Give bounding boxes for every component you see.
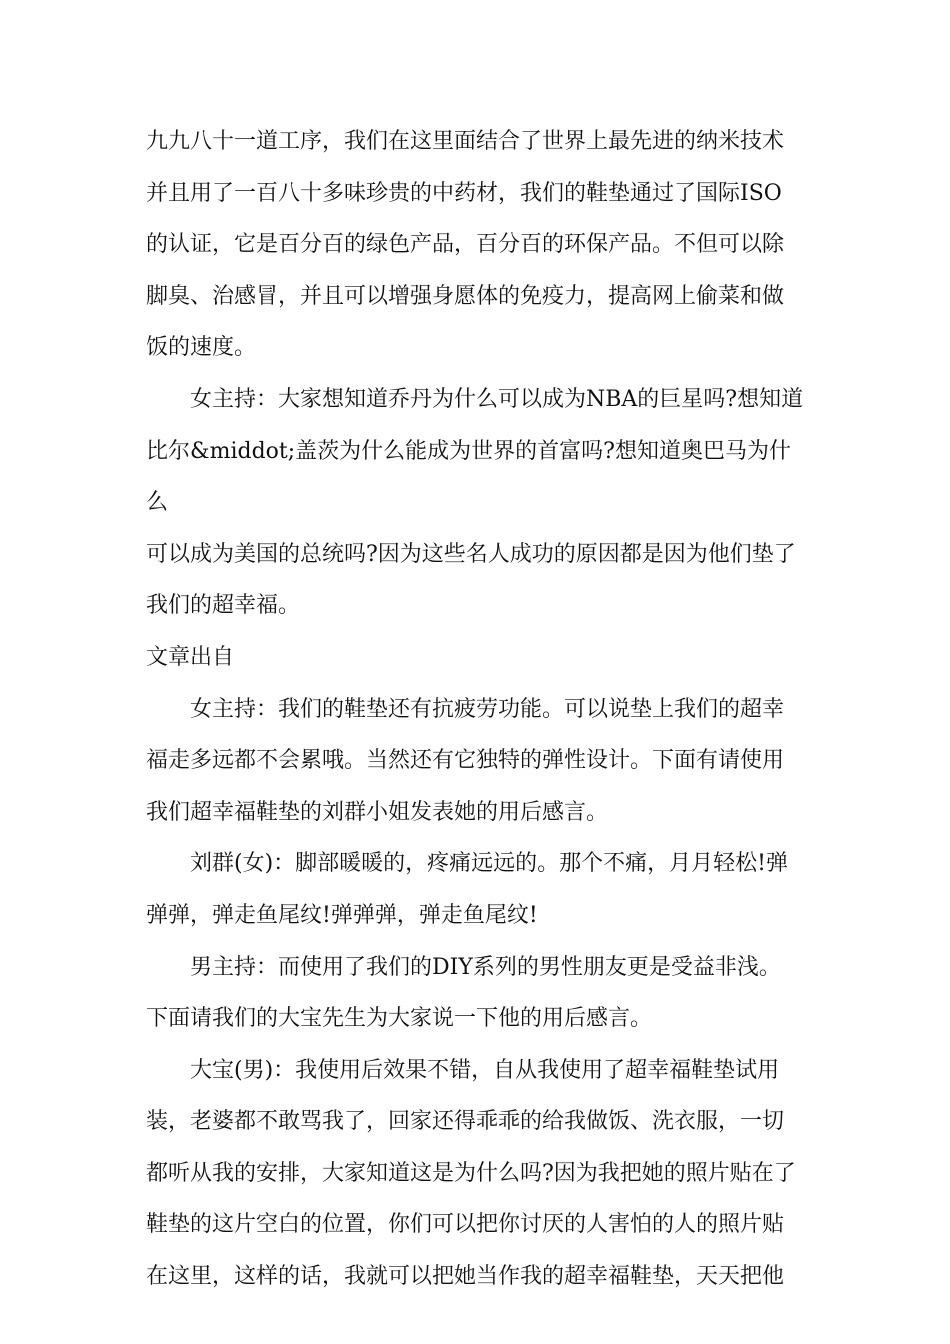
text-line: 福走多远都不会累哦。当然还有它独特的弹性设计。下面有请使用 — [146, 748, 785, 774]
text-line: 女主持：大家想知道乔丹为什么可以成为NBA的巨星吗?想知道 — [190, 386, 804, 412]
text-line: 女主持：我们的鞋垫还有抗疲劳功能。可以说垫上我们的超幸 — [190, 696, 785, 722]
paragraph-source-note — [146, 632, 806, 684]
text-line: 下面请我们的大宝先生为大家说一下他的用后感言。 — [146, 1006, 653, 1032]
paragraph-female-host-2 — [146, 684, 806, 839]
paragraph-dabao — [146, 1045, 806, 1303]
paragraph-liuqun — [146, 838, 806, 941]
text-line: 可以成为美国的总统吗?因为这些名人成功的原因都是因为他们垫了 — [146, 541, 796, 567]
text-line: 九九八十一道工序，我们在这里面结合了世界上最先进的纳米技术 — [146, 129, 785, 154]
text-line: 的认证，它是百分百的绿色产品，百分百的环保产品。不但可以除 — [146, 232, 785, 258]
text-line: 刘群(女)：脚部暖暖的，疼痛远远的。那个不痛，月月轻松!弹 — [190, 851, 789, 877]
text-line: 大宝(男)：我使用后效果不错，自从我使用了超幸福鞋垫试用 — [190, 1057, 780, 1083]
text-line: 文章出自 — [146, 644, 235, 670]
text-line: 都听从我的安排，大家知道这是为什么吗?因为我把她的照片贴在了 — [146, 1160, 796, 1186]
text-line: 我们的超幸福。 — [146, 593, 301, 619]
text-line: 装，老婆都不敢骂我了，回家还得乖乖的给我做饭、洗衣服，一切 — [146, 1109, 785, 1135]
text-line: 并且用了一百八十多味珍贵的中药材，我们的鞋垫通过了国际ISO — [146, 180, 782, 206]
text-line: 男主持：而使用了我们的DIY系列的男性朋友更是受益非浅。 — [190, 954, 781, 980]
paragraph-female-host-1 — [146, 374, 806, 632]
text-line: 在这里，这样的话，我就可以把她当作我的超幸福鞋垫，天天把他 — [146, 1264, 785, 1290]
text-line: 饭的速度。 — [146, 335, 257, 361]
document-body — [146, 116, 806, 1303]
text-line: 比尔&middot;盖茨为什么能成为世界的首富吗?想知道奥巴马为什么 — [146, 438, 791, 516]
text-line: 弹弹，弹走鱼尾纹!弹弹弹，弹走鱼尾纹! — [146, 902, 538, 928]
text-line: 我们超幸福鞋垫的刘群小姐发表她的用后感言。 — [146, 799, 609, 825]
text-line: 脚臭、治感冒，并且可以增强身愿体的免疫力，提高网上偷菜和做 — [146, 283, 785, 309]
paragraph-intro — [146, 116, 806, 374]
paragraph-male-host — [146, 942, 806, 1045]
text-line: 鞋垫的这片空白的位置，你们可以把你讨厌的人害怕的人的照片贴 — [146, 1212, 785, 1238]
